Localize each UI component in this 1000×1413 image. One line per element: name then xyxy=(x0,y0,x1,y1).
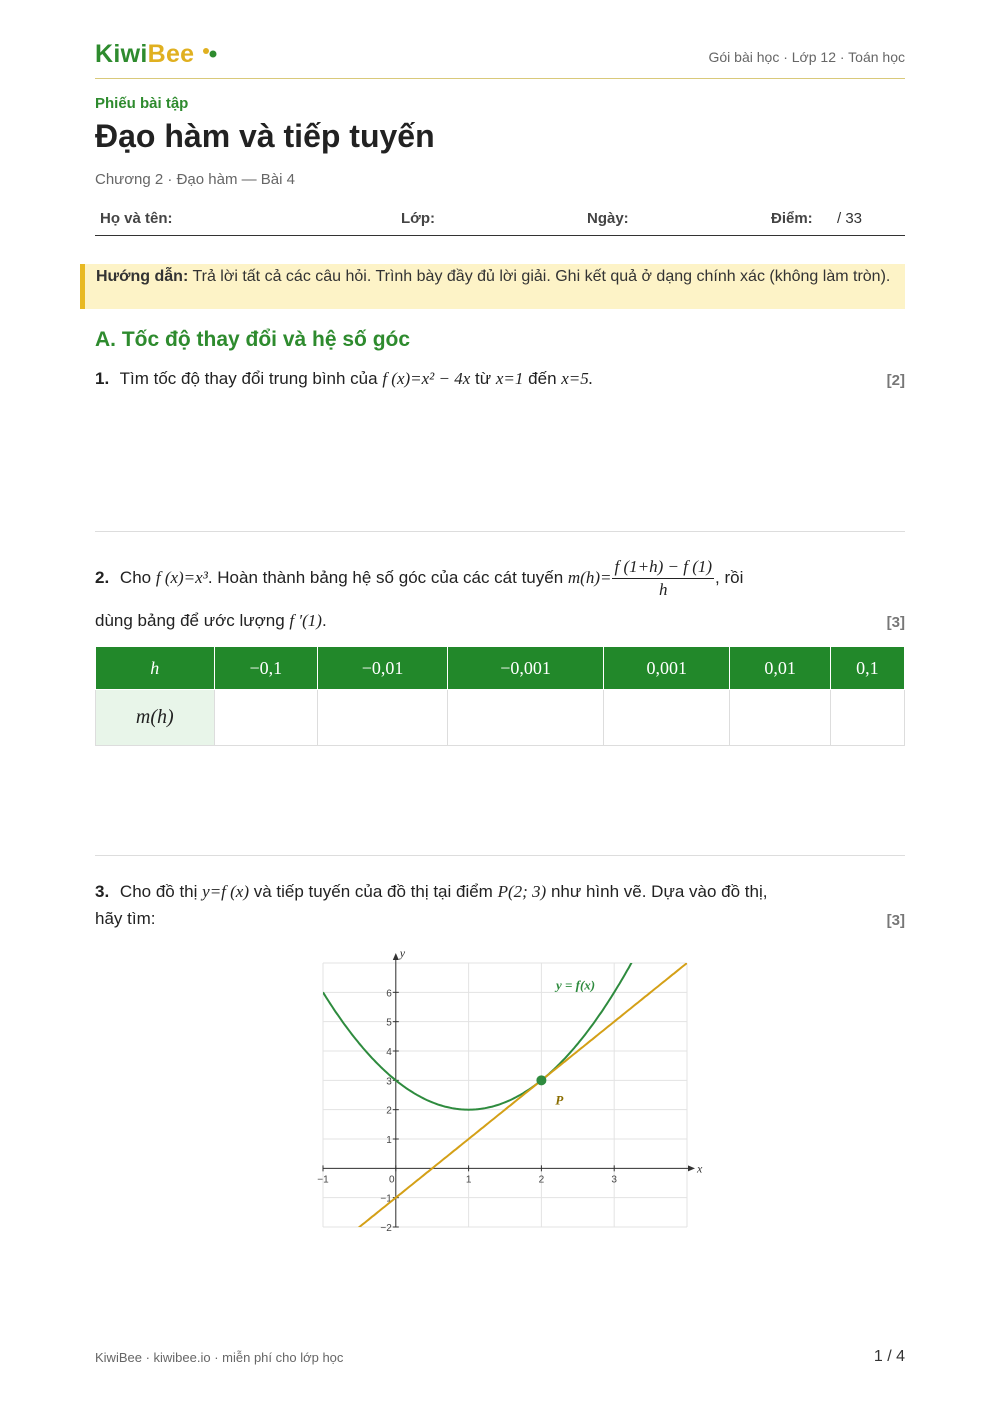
secant-slope-table xyxy=(95,646,905,746)
question-text: Cho xyxy=(119,567,152,587)
x-tick-label: 0 xyxy=(389,1174,395,1186)
divider xyxy=(95,531,905,532)
question-3 xyxy=(95,882,905,902)
question-text: từ xyxy=(475,369,492,388)
x-tick-label: 2 xyxy=(538,1174,545,1186)
x-tick-label: 3 xyxy=(611,1174,617,1186)
question-text: hãy tìm: xyxy=(95,909,156,928)
sheet-kicker: Phiếu bài tập xyxy=(95,95,189,112)
question-text: dùng bảng để ước lượng xyxy=(95,611,285,630)
kiwibee-logo: KiwiBee xyxy=(95,40,194,69)
y-tick-label: 1 xyxy=(386,1135,392,1146)
answer-cell[interactable] xyxy=(448,690,604,746)
question-text: Cho đồ thị xyxy=(119,882,198,901)
divider xyxy=(95,855,905,856)
section-heading: A. Tốc độ thay đổi và hệ số góc xyxy=(95,328,411,351)
point-marker xyxy=(536,1075,546,1085)
question-text: đến xyxy=(528,369,557,388)
page-header xyxy=(95,38,905,79)
table-header-row xyxy=(96,647,905,690)
question-3-line-2 xyxy=(95,909,905,929)
y-tick-label: −1 xyxy=(380,1193,392,1205)
points-badge: [3] xyxy=(886,614,905,631)
x-tick-label: −1 xyxy=(317,1174,329,1186)
page-number: 1 / 4 xyxy=(873,1348,905,1365)
question-number: 1. xyxy=(95,369,110,388)
math-expression: x=5. xyxy=(561,369,594,388)
page-subtitle: Chương 2 · Đạo hàm — Bài 4 xyxy=(95,171,295,188)
math-expression: f (x)=x² − 4x xyxy=(382,369,471,388)
question-2 xyxy=(95,556,905,601)
question-text: và tiếp tuyến của đồ thị tại điểm xyxy=(253,882,493,901)
points-badge: [3] xyxy=(886,912,905,929)
y-tick-label: 4 xyxy=(386,1047,392,1058)
x-axis-arrow xyxy=(688,1165,695,1171)
y-tick-label: −2 xyxy=(380,1223,392,1234)
table-row xyxy=(96,690,905,746)
question-number: 2. xyxy=(95,567,110,587)
math-expression: m(h)= xyxy=(567,567,612,587)
page-footer: KiwiBee · kiwibee.io · miễn phí cho lớp học xyxy=(95,1350,344,1365)
table-header-cell: h xyxy=(96,647,215,690)
instructions-label: Hướng dẫn: xyxy=(96,268,189,285)
table-header-cell: 0,01 xyxy=(730,647,830,690)
tangent-line-chart xyxy=(300,945,720,1240)
question-text: Tìm tốc độ thay đổi trung bình của xyxy=(119,369,378,388)
x-axis-label: x xyxy=(697,1161,703,1176)
question-text: như hình vẽ. Dựa vào đồ thị, xyxy=(550,882,768,901)
table-row-header: m(h) xyxy=(96,690,215,746)
y-tick-label: 3 xyxy=(386,1076,392,1088)
table-header-cell: 0,001 xyxy=(604,647,730,690)
question-text: . Hoàn thành bảng hệ số góc của các cát tuyến xyxy=(207,567,564,587)
question-number: 3. xyxy=(95,882,110,901)
y-tick-label: 5 xyxy=(386,1017,392,1029)
date-label: Ngày: xyxy=(587,210,629,227)
student-info-bar xyxy=(95,206,905,236)
y-axis-arrow xyxy=(393,953,399,960)
table-header-cell: −0,01 xyxy=(318,647,448,690)
score-label: Điểm: xyxy=(771,210,813,227)
math-expression: x=1 xyxy=(495,369,524,388)
instructions-box xyxy=(80,264,905,309)
name-label: Họ và tên: xyxy=(100,210,173,227)
instructions-text: Trả lời tất cả các câu hỏi. Trình bày đầy đủ lời giải. Ghi kết quả ở dạng chính xác (không làm tròn). xyxy=(192,268,891,285)
table-header-cell: 0,1 xyxy=(830,647,904,690)
answer-cell[interactable] xyxy=(730,690,830,746)
page-title: Đạo hàm và tiếp tuyến xyxy=(95,118,435,154)
answer-cell[interactable] xyxy=(214,690,318,746)
y-tick-label: 2 xyxy=(386,1105,392,1117)
point-label: P xyxy=(555,1092,564,1108)
math-expression: f ′(1) xyxy=(289,611,322,630)
answer-cell[interactable] xyxy=(830,690,904,746)
fraction: $\frac{f (1+h) - f (1)}{h}$ xyxy=(614,557,713,599)
y-axis-label: y xyxy=(399,946,406,960)
answer-cell[interactable] xyxy=(318,690,448,746)
math-expression: y=f (x) xyxy=(202,882,250,901)
points-badge: [2] xyxy=(886,372,905,389)
curve-f xyxy=(323,945,687,1110)
series-label: y = f(x) xyxy=(555,977,596,993)
answer-cell[interactable] xyxy=(604,690,730,746)
breadcrumb: Gói bài học · Lớp 12 · Toán học xyxy=(708,49,905,65)
question-2-line-2: dùng bảng để ước lượng f ′(1). [3] xyxy=(95,611,905,631)
question-text: , rồi xyxy=(715,567,744,587)
logo-dots-icon xyxy=(202,45,218,61)
class-label: Lớp: xyxy=(401,210,435,227)
table-header-cell: −0,1 xyxy=(214,647,318,690)
score-total: / 33 xyxy=(837,210,863,227)
math-expression: f (x)=x³ xyxy=(155,567,208,587)
question-1 xyxy=(95,369,905,389)
math-expression: P(2; 3) xyxy=(497,882,547,901)
table-header-cell: −0,001 xyxy=(448,647,604,690)
y-tick-label: 6 xyxy=(386,988,392,1000)
x-tick-label: 1 xyxy=(465,1174,472,1186)
